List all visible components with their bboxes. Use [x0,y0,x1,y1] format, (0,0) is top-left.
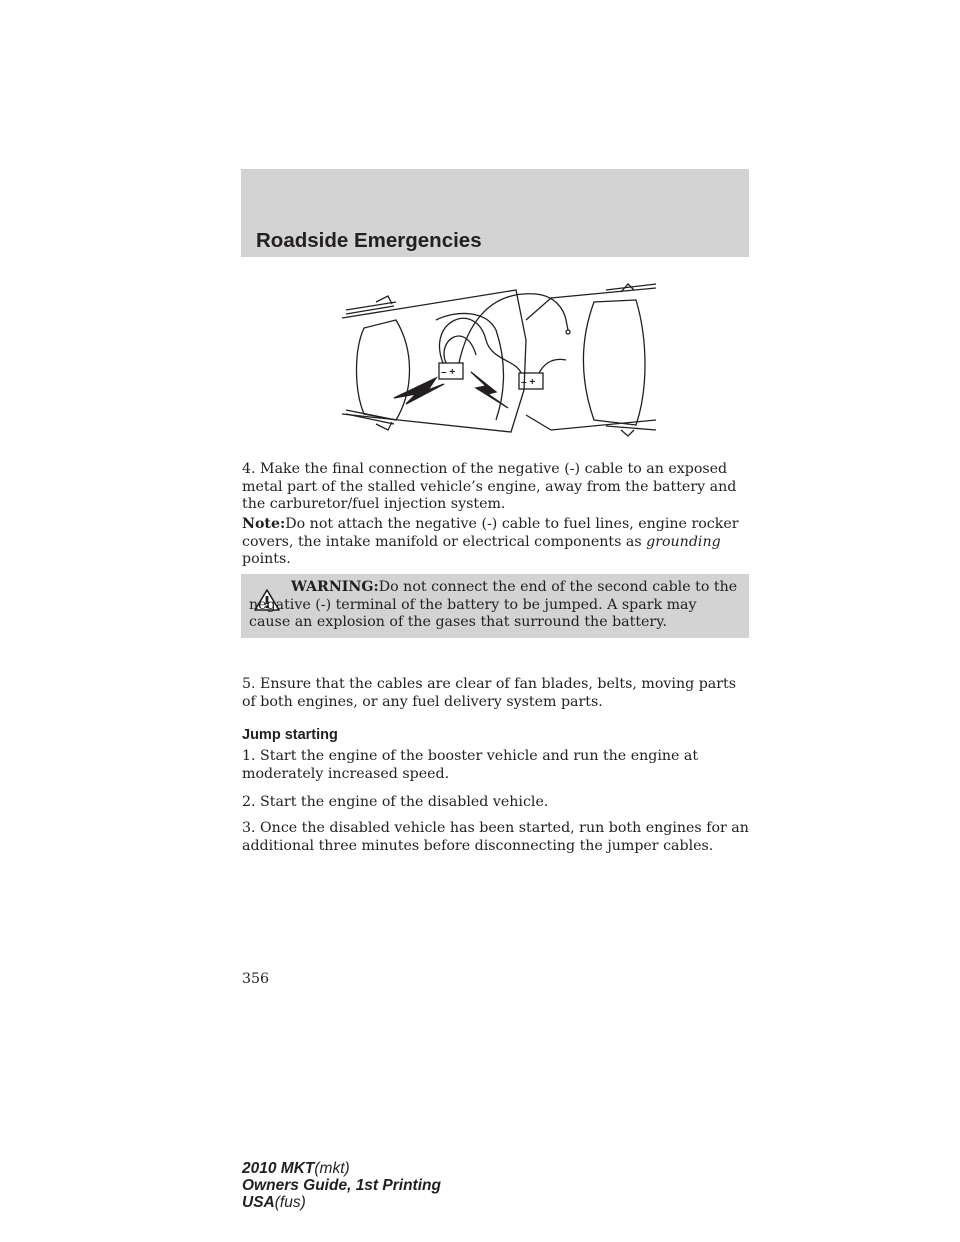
warning-box [241,574,749,638]
footer-block [242,1161,441,1211]
warning-label: WARNING: [291,579,379,595]
note-paragraph [242,516,752,569]
section-header [241,169,749,257]
warning-text: Do not connect the end of the second cable to the negative (-) terminal of the battery to be jumped. A spark may cause an explosion of the gases that surround the battery. [249,579,738,631]
left-car-windshield [357,320,410,420]
right-battery-label: – + [521,377,536,388]
spark-left [394,378,444,404]
jump-step-1: 1. Start the engine of the booster vehicle and run the engine at moderately increased speed. [242,748,699,782]
step-5-text: 5. Ensure that the cables are clear of fan blades, belts, moving parts of both engines, or any fuel delivery system parts. [242,676,736,710]
footer-model-code: (mkt) [314,1160,350,1177]
note-label: Note: [242,516,286,532]
section-title: Roadside Emergencies [256,229,482,252]
warning-paragraph [249,579,739,632]
jump-step-3: 3. Once the disabled vehicle has been started, run both engines for an additional three minutes before disconnecting the jumper cables. [242,820,749,854]
left-battery-label: – + [441,367,456,378]
jump-start-illustration [336,280,666,442]
page-number: 356 [242,971,270,987]
note-text-after: points. [242,551,291,568]
footer-region-code: (fus) [274,1193,306,1211]
jump-starting-heading: Jump starting [242,727,338,743]
footer-region: USA [242,1193,275,1211]
jump-step-2: 2. Start the engine of the disabled vehicle. [242,794,549,810]
footer-model: 2010 MKT [242,1160,315,1177]
right-car-windshield [584,300,646,425]
note-text-before: Do not attach the negative (-) cable to fuel lines, engine rocker covers, the intake manifold or electrical components as [242,516,739,550]
note-emphasis: grounding [646,533,721,550]
footer-guide: Owners Guide, 1st Printing [242,1176,441,1194]
step-4-text: 4. Make the final connection of the negative (-) cable to an exposed metal part of the stalled vehicle’s engine, away from the battery and the carburetor/fuel injection system. [242,461,737,513]
